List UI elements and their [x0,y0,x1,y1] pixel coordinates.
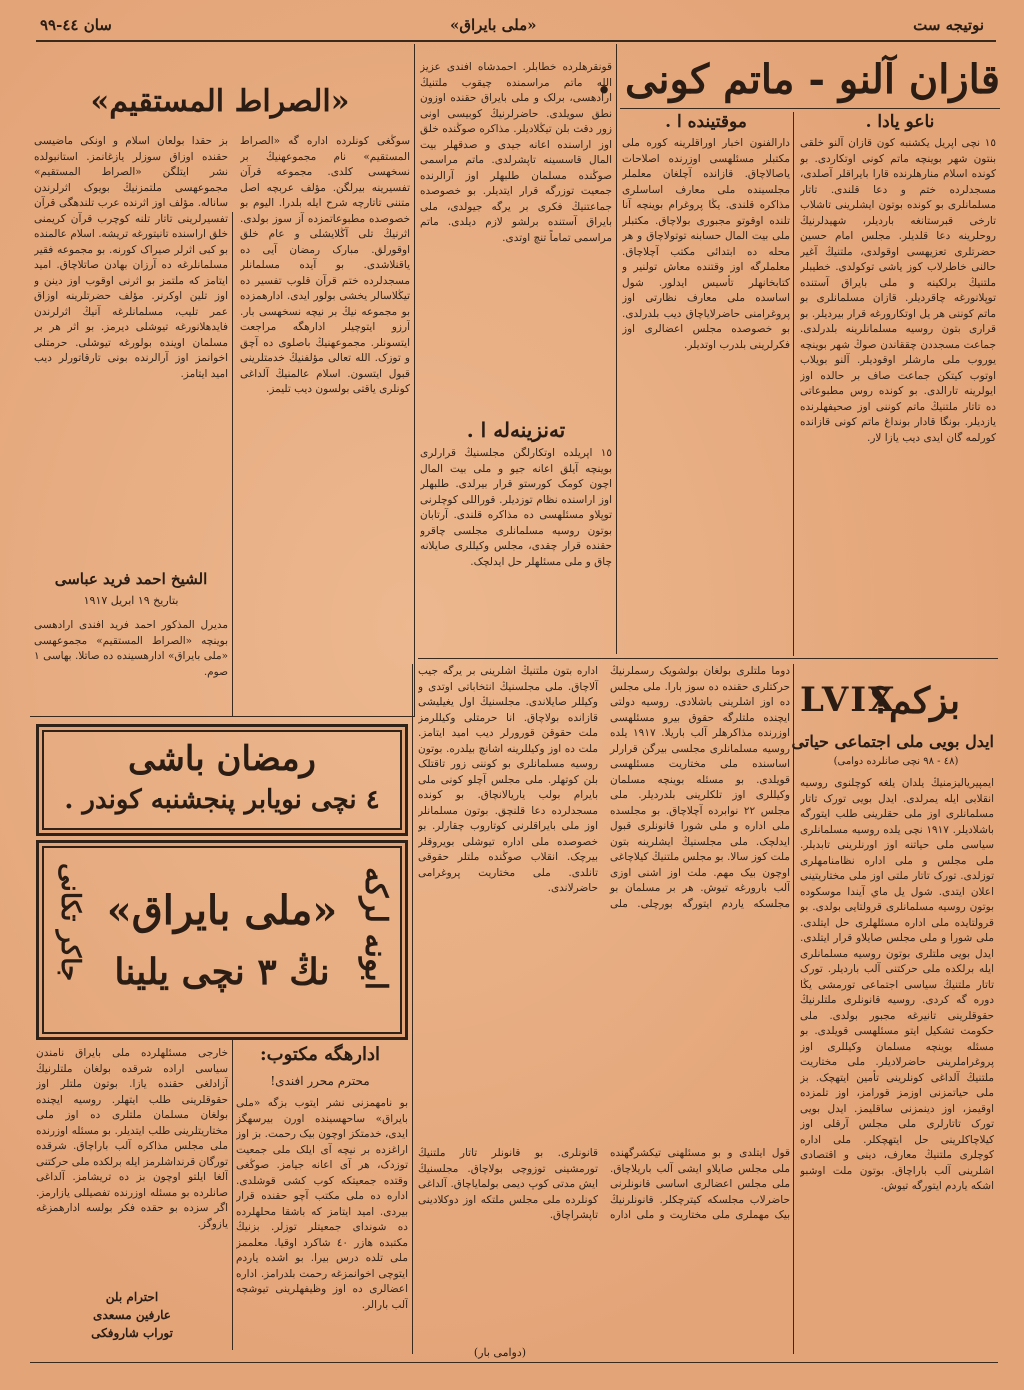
article2-sub-headline: موقتینده ا . [665,112,747,132]
right-article-latin: LVIX [800,680,897,720]
column-rule [793,664,794,1354]
letter-body: بو نامهمزنی نشر ایتوب بزگه «ملی بایراق» ساحهسینده اورن بیرسهگز ایدی، خدمتکز اوچون بیک رحمت. بز اوز اراغزده بر نیچه آی ایلک ملی جمعیت توزدک، هر آی اعانه جیامز. صوڭغی وقتده جمعیتکه کوب کشی قوشلدی. اداره ده ملی مکتب آچو حقنده قرار بیردی. امید ایتامز که باشقا محلهلرده ده شوندای جمعیتلر توزلر. بزنیڭ مکتبده هازر ٤٠ شاکرد اوقیا. معلممز ملی تلده درس بیرا. بو اشده یاردم ایتوچی اخوانمزغه رحمت بلدرامز. اداره اعضالری ده اوز وظیفهلرینی تیوشچه آلب بارالر. [236,1097,408,1311]
column-rule [616,44,617,654]
lower-middle-article-body: دوما ملتلری بولغان بولشویک رسملرنیڭ حرکتلری حقنده ده سوز بارا. ملی مجلس ده اوز اشلرینی باشلادی. روسیه دولتی ایچنده ملتلرگه حقوق بیرو مسئلهسی اوزرنده مذاکرهلر آلب باریلا. ١٩١٧ یلده روسیه مسلمانلری مجلسی بیرگن قرارلر اساسنده ملی مختاریت مسئلهسی قویلدی. بو مسئله بوینچه مسلمان وکیللری اوز تلکلرینی بلدردیلر. ملی مجلس ٢٢ نوابرده آچلاچاق. بو مجلسده ملی اداره و ملی شورا قانونلری قبول ایدلچک. ملی مجلسنیڭ ایشلرینه بتون ملت کوز سالا. بو مجلس ملتنیڭ کیلاچاغی اوچون بیک مهم. ملت اوز اشنی اوزی آلب بارورغه تیوش. هر بر مسلمان بو مجلسکه یاردم ایتورگه بورچلی. ملی اداره بتون ملتنیڭ اشلرینی بر یرگه جیب آلاچاق. ملی مجلسنیڭ انتخاباتی اوتدی و وکیللر صایلاندی. مجلسنیڭ اول یغیلیشی قازانده بولاچاق. انا حرمتلی وکیللرمز ملت حقوقن قورورلر دیب امید ایتامز. ملت ده اوز وکیللرینه اشانچ بیلدره. بوتون روسیه مسلمانلری بو کوننی زور تاقتلک بلن کوتهلر. ملی مجلس آچلو کونی ملی بایرام بولب یاریالانچاق. بو کونده مسجدلرده دعا قلنچق. بوتون مسلمانلر اوز ملی بایراقلرنی کوتاروب چقارلر. بو خصوصده ملی اداره تیوشلی بویروقلر بیرچک. انقلاب صوڭنده ملتلر حقوقی تانلدی. ملی مختاریت پروغرامی حاضرلاندی. [418,665,790,910]
anniversary-side-text-2: جاکر تکانی [55,863,85,982]
section-rule [30,716,415,717]
bottom-left-sig3: توراب شاروفکی [91,1326,173,1340]
anniversary-line2: نڭ ٣ نچی یلینا [114,951,330,993]
page-label: نوتیجه ست [913,16,984,34]
lower-middle-footer-sig: (دوامی بار) [473,1346,527,1359]
column-rule [793,112,794,656]
article3-body: قونقرهلرده خطابلر. احمدشاه افندی عزیز الله ماتم مراسمنده چیقوب ملتنیڭ ارادهسی، برلک و ملی بایراق حقنده اوزون نطق سویلدی. حاضرلرنیڭ کوبیسی اونی زور دقت بلن تیڭلادیلر. مذاکره صوڭنده خلق اوز اراسنده اعانه جیدی و صدقهلر بیت المال قاسسینه تاپشرلدی. ماتم مراسمی صوڭنده مسلمان طلبهلر اوز آرالرنده جمعیت توزرگه قرار ایتدیلر. بو خصوصده جماعتنیڭ فکری بر یرگه جیولدی، ملی بایراق آستنده برلشو لازم دیلدی. ماتم مراسمی تماماً تنچ اوتدی. [420,61,612,244]
section-rule [418,658,998,659]
letter-salutation: محترم محرر افندی! [270,1074,370,1088]
bottom-rule [30,1362,998,1363]
left-article-body: بز حقدا بولعان اسلام و اونکی ماضیسی حقنده اوزاق سوزلر یازغانمز. استانبولده نشر ایتلگن «الصراط المستقیم» مجموعهسی ملتمزنیڭ بویوک اثرلرندن ساناله. مؤلف اوز اثرنده عرب تلندهگی قرآن تفسیرلرینی تاتار تلنه کوچرب قرآن کریمنی خلق اراسنده تانیتورغه تریشه. اسلام عالمنده بو کبی اثرلر صیراک کورنه. بو مجموعه فقیر مسلمانلرغه ده آرزان بهادن صاتلاچاق. امید ایتامز که ملتمز بو اثرنی اوقوب اوز دینن و اوز تلین اوکرنر. مؤلف حضرتلرینه اوزاق عمر تلیب، مسلمانلرغه آنیڭ اثرلرندن فایدهلانورغه تیوشلی دیرمز. بو اثر هر بر مسلمان اوینده بولورغه تیوشلی. حرمتلی اخوانمز اوز آرالرنده بونی تارقاتورلر دیب امید ایتامز. [34,135,228,380]
anniversary-side-text: ابونه لرکه [358,867,393,991]
right-article-dates: (٤٨ - ٩٨ نچی صانلرده دوامی) [833,756,959,767]
left-article-footnote: مدیرل المذکور احمد فرید افندی ارادهسی بوینچه «الصراط المستقیم» مجموعهسی «ملی بایراق» ادارهسینده ده صاتلا. بهاسی ١ صوم. [34,619,228,678]
anniversary-notice-box [36,840,408,1040]
left-article-headline: «الصراط المستقیم» [90,84,350,119]
ramadan-line1: رمضان باشی [128,739,316,779]
right-article-headline: بزکم؟ [869,680,961,722]
masthead-rule [36,40,996,42]
lead-sub-headline: ناعو یادا . [865,112,935,132]
right-article-body: ایمپیریالیزمنیڭ یلدان یلغه کوچلنوی روسیه انقلابی ایله یمرلدی. ایدل بویی تورک تاتار مسلمانلری اوز ملی حقلرینی طلب ایتورگه باشلادیلر. ١٩١٧ نچی یلده روسیه مسلمانلری سیاسی ملی حیاتنه اوز اورنلرینی تابدیلر. ملی مجلس و ملی اداره نظامنامهلری توزلدی. تورک تاتار ملتی اوز ملی مختاریتینی اعلان ایتدی. شول یل ماي آیندا موسکوده بوتون روسیه مسلمانلری قرولتایی بولدی. بو قرولتایده ملی اداره مسئلهلری حل ایتلدی. ملی شورا و ملی مجلس صایلاو قرار ایتلدی. ایدل بویی ملتلری بوتون روسیه مسلمانلری ایله برلکده ملی حرکتنی آلب باردیلر. تورک تاتار ملتنیڭ سیاسی اجتماعی تورمشی یڭا دوره گه کردی. روسیه قانونلری ملتلرنیڭ حقوقلرینی تانیرغه مجبور بولدی. ملی حکومت تشکیل ایتو مسئلهسی قویلدی. بو مسئله بوینچه مسلمان وکیللری اوز پروغراملرینی حاضرلادیلر. ملی مختاریت ملتنیڭ آلداغی کونلرینی تأمین ایتهچک. بز ملی حیاتمزنی اوزمز قورامز، اوز تلمزده اوقیمز، اوز دینمزنی ساقلیمز. ایدل بویی تورک تاتارلری ملی مجلس آرقلی اوز کیلاچاکلرینی حل ایتهچکلر. ملی اداره کوچلری ملتنیڭ معارف، دینی و اقتصادی اشلرینی آلب باراچاق. بوتون ملت اوشبو اشکه یاردم ایتورگه تیوش. [800,777,994,1192]
lead-article-body: ١٥ نچی اپریل یکشنبه کون قازان آلنو خلقی بنتون شهر بوینچه ماتم کونی اوتکاردی. بو کونده اسلام منارهلرنده قارا بایراقلر آصلدی، مسجدلرده ختم و دعا قلندی. تاتار مسلمانلری بو کونده بوتون ایشلرینی تاشلاب تارخی قبرستانغه باردیلر، شهیدلرنیڭ روحلرینه دعا قلدیلر. مجلس امام حسین حضرتلری تعزیهسی اوقولدی، ملتنیڭ آغیر حالنی خاطرلاب کوز یاشی توکولدی. خطیبلر ملتنیڭ برلکینه و ملی بایراق آستنده توپلانورغه چاقردیلر. قازان مسلمانلری بو ماتم کوننی هر یل اوتکارورغه قرار بیردیلر. بو قراری بتون روسیه مسلمانلرینه بلدرلدی. جماعت مسجددن چققاندن صوڭ شهر بوینچه یوروب ملی مارشلر اوقودیلر. آلنو بویلاب اوتوب کیتکن جماعت صاف بر حالده اوز ایولرینه تارالدی. بو کونده روس مطبوعاتی ده تاتار ملتنیڭ ماتم کوننی اوز صحیفهلرنده یازدیلر. بونگا قادار بونداغ ماتم کونی قازانده کورلمه گان ایدی دیب یازا لار. [800,137,996,444]
article3-body-2: ١٥ اپریلده اوتکارلگن مجلسنیڭ قرارلری بوینچه آیلق اعانه جیو و ملی بیت المال اچون کومک کورستو قرار بیرلدی. طلبهلر اوز اراسنده نظام توزدیلر. قوراللی کوچلرنی توپلاو مسئلهسی ده مذاکره قلندی. آرتابان بوتون روسیه مسلمانلری مجلسی چاقرو حقنده قرار چقدی، مجلس وکیللری صایلانه چاق و ملی مسئلهلر حل ایدلچک. [420,447,612,568]
left-article-signature: الشیخ احمد فرید عباسی [54,570,208,588]
middle-article-body: سوڭغی کونلرده اداره گه «الصراط المستقیم» نام مجموعهنیڭ بر نسخهسی کلدی. مجموعه قرآن تفسیرینه بیرلگن. مؤلف عربچه اصل متننی تاتارچه شرح ایله بلدرا. الیوم بو خصوصده مطبوعاتمزده آز سوز بولدی. اثرنیڭ تلی آڭلایشلی و عام خلق اوقورلق. مبارک رمضان آیی ده یاقنلاشدی. بو آیده مسلمانلر مسجدلرده ختم قرآن قلوب تفسیر ده تیڭلاسالر یخشی بولور ایدی. ادارهمزده بو مجموعه نیڭ بر نیچه نسخهسی بار. آرزو ایتوچیلر ادارهگه مراجعت ایتسونلر. مجموعهنیڭ باصلوی ده آچق و توزک. الله تعالی مؤلفنیڭ خدمتلرینی قبول ایتسون. اسلام عالمنیڭ آلداغی کونلری یاقتی بولسون دیب تلیمز. [240,135,410,395]
article3-sub-headline: تەنزینەلە ا . [466,418,566,442]
column-rule [232,212,233,716]
letter-headline: ادارهگه مکتوب: [260,1044,380,1065]
left-article-sig-note: بتاریخ ۱۹ ابریل ۱۹۱۷ [83,594,179,607]
paper-name: «ملی بایراق» [450,16,537,34]
ramadan-notice-box [36,724,408,836]
bottom-left-sig2: عارفین مسعدی [93,1308,171,1322]
lower-middle-footer-body: قول ایتلدی و بو مسئلهنی تیکشرگهنده ملی مجلس صایلاو ایشی آلب باریلاچاق. ملی مجلس اعضالری اساسی قانونلرنی حاضرلاب مجلسکه کیترچکلر. قانونلرنیڭ بیک مهملری ملی مختاریت و ملی اداره قانونلری. بو قانونلر تاتار ملتنیڭ تورمشینی توزوچی بولاچاق. مجلسنیڭ ایش مدتی کوپ دیمی بولمایاچاق. آلداغی کونلرده ملی مجلس ملتکه اوز دوکلادینی تاپشراچاق. [418,1147,790,1221]
article2-body: دارالفنون اخبار اوراقلرینه کوره ملی مکتبلر مسئلهسی اوزرنده اصلاحات یاصالاچاق. قازانده آچلغان معلملر مجلسینده ملی معارف اساسلری مذاکره قلندی. یڭا پروغرام بوینچه آنا تلنده اوقوتو مجبوری بولاچاق. مکتبلر ملی بیت المال حسابنه توتولاچاق و هر محله ده ابتدائی مکتب آچلاچاق. معلملرگه اوز وقتنده معاش تولنیر و کتابخانهلر تأسیس ایدلور. شول اساسده ملی معارف نظارتی اوز پروغرامنی حاضرلایاچاق دیب بلدرلدی. بو خصوصده مجلس اعضالری اوز فکرلرینی بلدرب اوتدیلر. [622,137,790,351]
lead-headline: قازان آلنو - ماتم کونی . [597,56,1000,103]
headline-rule [620,108,1000,109]
ramadan-line2: ٤ نچی نویابر پنجشنبه کوندر . [64,785,380,815]
column-rule [414,44,415,716]
column-rule [232,1040,233,1350]
anniversary-title: «ملی بایراق» [106,887,338,934]
bottom-left-article-body: خارجی مسئلهلرده ملی بایراق نامندن سیاسی اراده شرقده بولغان ملتلرنیڭ آزادلغی حقنده یازا. بوتون ملتلر اوز حقوقلرینی طلب ایتهلر. روسیه ایچنده بولغان مسلمان ملتلری ده اوز ملی مختاریتلرینی طلب ایتدیلر. بو مسئله اوزرنده ملی مجلس مذاکره آلب باراچاق. شرقده تورگان قرنداشلرمز ایله برلکده ملی حرکتنی آلغا ایلتو اوچون بز ده تریشامز. آلداغی صانلرده بو مسئله اوزرنده تفصیللی یازارمز. اگر سزده بو حقده فکر بولسه ادارهمزغه یازوگز. [36,1047,228,1230]
right-article-sub: ایدل بویی ملی اجتماعی حیاتی [791,732,994,751]
bottom-left-sig1: احترام بلن [105,1290,159,1304]
issue-date: سان ٤٤-٩٩ [40,16,112,34]
column-rule [412,664,413,1354]
